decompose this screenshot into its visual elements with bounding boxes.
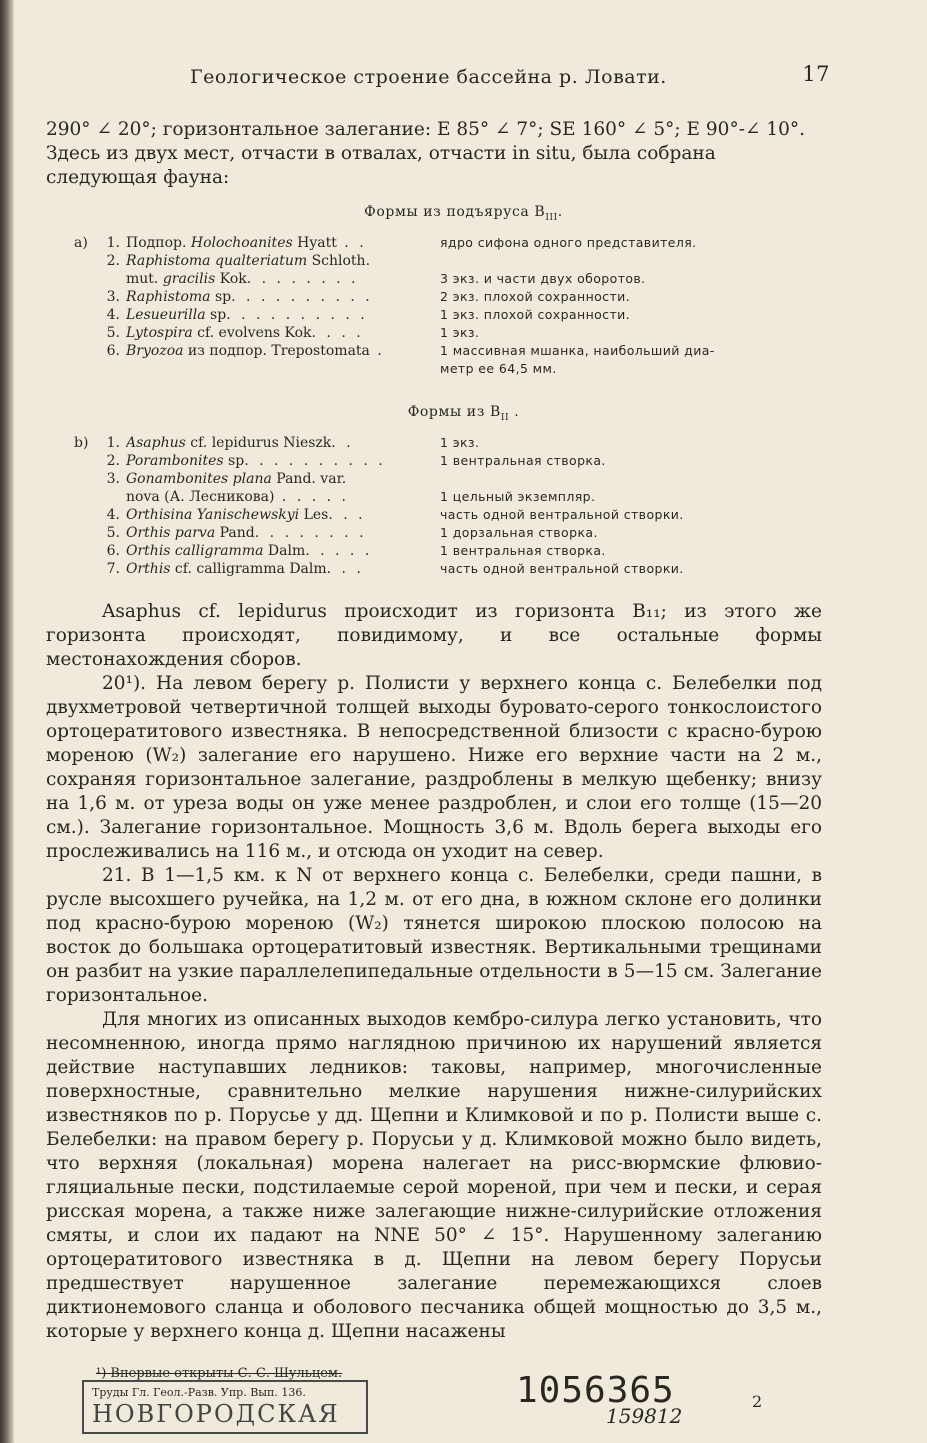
fauna-row — [74, 288, 794, 306]
fauna-row — [74, 524, 794, 542]
section-a-title-sub: III — [545, 212, 558, 223]
section-b-title — [0, 404, 927, 423]
specimen-note: 1 массивная мшанка, наибольший диа- — [440, 343, 715, 358]
stamp-line-2: НОВГОРОДСКАЯ — [92, 1400, 340, 1428]
fauna-row-number: 4. — [106, 307, 120, 323]
species-name: Porambonites sp. . . . . . . . . . — [126, 453, 386, 469]
fauna-group-mark: a) — [74, 235, 88, 251]
fauna-row — [74, 252, 794, 270]
specimen-note: 3 экз. и части двух оборотов. — [440, 271, 646, 286]
fauna-row — [74, 506, 794, 524]
fauna-row-number: 1. — [106, 435, 120, 451]
header-title: Геологическое строение бассейна р. Ловати. — [190, 66, 667, 88]
fauna-row — [74, 324, 794, 342]
species-name: Подпор. Holochoanites Hyatt . . — [126, 235, 367, 251]
page-number: 17 — [802, 62, 830, 86]
intro-line-3: следующая фауна: — [46, 167, 230, 188]
fauna-row — [74, 560, 794, 578]
specimen-note: 2 экз. плохой сохранности. — [440, 289, 631, 304]
section-b-title-text: Формы из B — [407, 404, 501, 420]
stamp-line-1: Труды Гл. Геол.-Разв. Упр. Вып. 136. — [92, 1386, 306, 1399]
section-b-title-end: . — [509, 404, 520, 420]
fauna-row — [74, 452, 794, 470]
fauna-row-number: 3. — [106, 289, 120, 305]
specimen-note: 1 вентральная створка. — [440, 453, 606, 468]
fauna-row — [74, 234, 794, 252]
specimen-note: ядро сифона одного представителя. — [440, 235, 697, 250]
species-name: mut. gracilis Kok. . . . . . . . — [126, 271, 359, 287]
inventory-number: 1056365 — [516, 1370, 675, 1411]
intro-text — [46, 118, 822, 190]
main-text — [46, 600, 822, 1344]
fauna-group-mark: b) — [74, 435, 89, 451]
section-a-title — [0, 204, 927, 223]
fauna-row-number: 1. — [106, 235, 120, 251]
species-name: Raphistoma qualteriatum Schloth. — [126, 253, 371, 269]
species-name: Orthisina Yanischewskyi Les. . . — [126, 507, 366, 523]
species-name: Gonambonites plana Pand. var. — [126, 471, 347, 487]
intro-line-1: 290° ∠ 20°; горизонтальное залегание: E 85° ∠ 7°; SE 160° ∠ 5°; E 90°-∠ 10°. — [46, 119, 806, 140]
specimen-note: часть одной вентральной створки. — [440, 561, 684, 576]
specimen-note: 1 цельный экземпляр. — [440, 489, 596, 504]
paragraph-asaphus: Asaphus cf. lepidurus происходит из горизонта B₁₁; из этого же горизонта происходят, повидимому, и все остальные формы местонахождения сборов. — [46, 601, 822, 670]
fauna-row — [74, 360, 794, 378]
fauna-row — [74, 488, 794, 506]
fauna-row — [74, 470, 794, 488]
specimen-note: 1 экз. — [440, 435, 480, 450]
fauna-list-b — [74, 434, 794, 578]
fauna-row — [74, 342, 794, 360]
fauna-row-number: 6. — [106, 543, 120, 559]
running-header — [190, 62, 830, 96]
species-name: nova (А. Лесникова) . . . . . — [126, 489, 349, 505]
specimen-note: часть одной вентральной створки. — [440, 507, 684, 522]
fauna-row — [74, 542, 794, 560]
library-stamp — [82, 1380, 368, 1434]
paragraph-21: 21. В 1—1,5 км. к N от верхнего конца с. Белебелки, среди пашни, в русле высохшего ручейка, на 1,2 м. от его дна, в южном склоне его долинки под красно-бурою мореною (W₂) тянется широкою плоскою полосою на восток до большака ортоцератитовый известняк. Вертикальными трещинами он разбит на узкие параллелепипедальные отдельности в 5—15 см. Залегание горизонтальное. — [46, 865, 822, 1006]
species-name: Orthis cf. calligramma Dalm. . . — [126, 561, 364, 577]
species-name: Lesueurilla sp. . . . . . . . . . — [126, 307, 368, 323]
specimen-note: 1 экз. — [440, 325, 480, 340]
specimen-note: 1 экз. плохой сохранности. — [440, 307, 631, 322]
section-a-title-end: . — [557, 204, 563, 220]
fauna-list-a — [74, 234, 794, 378]
fauna-row-number: 2. — [106, 453, 120, 469]
species-name: Lytospira cf. evolvens Kok. . . . — [126, 325, 364, 341]
species-name: Raphistoma sp. . . . . . . . . . — [126, 289, 373, 305]
section-b-title-sub: II — [500, 412, 510, 423]
fauna-row-number: 7. — [106, 561, 120, 577]
section-a-title-text: Формы из подъяруса B — [364, 204, 546, 220]
species-name: Bryozoa из подпор. Trepostomata . — [126, 343, 385, 359]
specimen-note: 1 вентральная створка. — [440, 543, 606, 558]
intro-line-2: Здесь из двух мест, отчасти в отвалах, отчасти in situ, была собрана — [46, 143, 716, 164]
species-name: Orthis calligramma Dalm. . . . . — [126, 543, 373, 559]
specimen-note: метр ее 64,5 мм. — [440, 361, 557, 376]
footnote: ¹) Впервые открыты С. С. Шульцем. — [96, 1366, 343, 1381]
paragraph-glacial: Для многих из описанных выходов кембро-силура легко установить, что несомненною, иногда прямо наглядною причиною их нарушений является действие наступавших ледников: таковы, например, многочисленные поверхностные, сравнительно мелкие нарушения нижне-силурийских известняков по р. Порусье у дд. Щепни и Климковой и по р. Полисти выше с. Белебелки: на правом берегу р. Порусьи у д. Климковой можно было видеть, что верхняя (локальная) морена налегает на рисс-вюрмские флювио-гляциальные пески, подстилаемые серой мореной, при чем и пески, и серая рисская морена, а также ниже залегающие нижне-силурийские отложения смяты, и слои их падают на NNE 50° ∠ 15°. Нарушенному залеганию ортоцератитового известняка в д. Щепни на левом берегу Порусьи предшествует нарушенное залегание перемежающихся слоев диктионемового сланца и оболового песчаника общей мощностью до 3,5 м., которые у верхнего конца д. Щепни насажены — [46, 1009, 822, 1342]
sheet-mark: 2 — [752, 1392, 763, 1411]
handwritten-number: 159812 — [606, 1404, 683, 1428]
fauna-row-number: 5. — [106, 525, 120, 541]
species-name: Asaphus cf. lepidurus Nieszk. . — [126, 435, 354, 451]
fauna-row-number: 4. — [106, 507, 120, 523]
paragraph-20: 20¹). На левом берегу р. Полисти у верхнего конца с. Белебелки под двухметровой четвертичной толщей выходы буровато-серого тонкослоистого ортоцератитового известняка. В непосредственной близости с красно-бурою мореною (W₂) залегание его нарушено. Ниже его верхние части на 2 м., сохраняя горизонтальное залегание, раздроблены в мелкую щебенку; внизу на 1,6 м. от уреза воды он уже менее раздроблен, и слои его толще (15—20 см.). Залегание горизонтальное. Мощность 3,6 м. Вдоль берега выходы его прослеживались на 116 м., и отсюда он уходит на север. — [46, 673, 822, 862]
fauna-row-number: 3. — [106, 471, 120, 487]
fauna-row-number: 2. — [106, 253, 120, 269]
fauna-row — [74, 270, 794, 288]
fauna-row-number: 6. — [106, 343, 120, 359]
fauna-row-number: 5. — [106, 325, 120, 341]
fauna-row — [74, 434, 794, 452]
specimen-note: 1 дорзальная створка. — [440, 525, 598, 540]
species-name: Orthis parva Pand. . . . . . . . — [126, 525, 367, 541]
fauna-row — [74, 306, 794, 324]
